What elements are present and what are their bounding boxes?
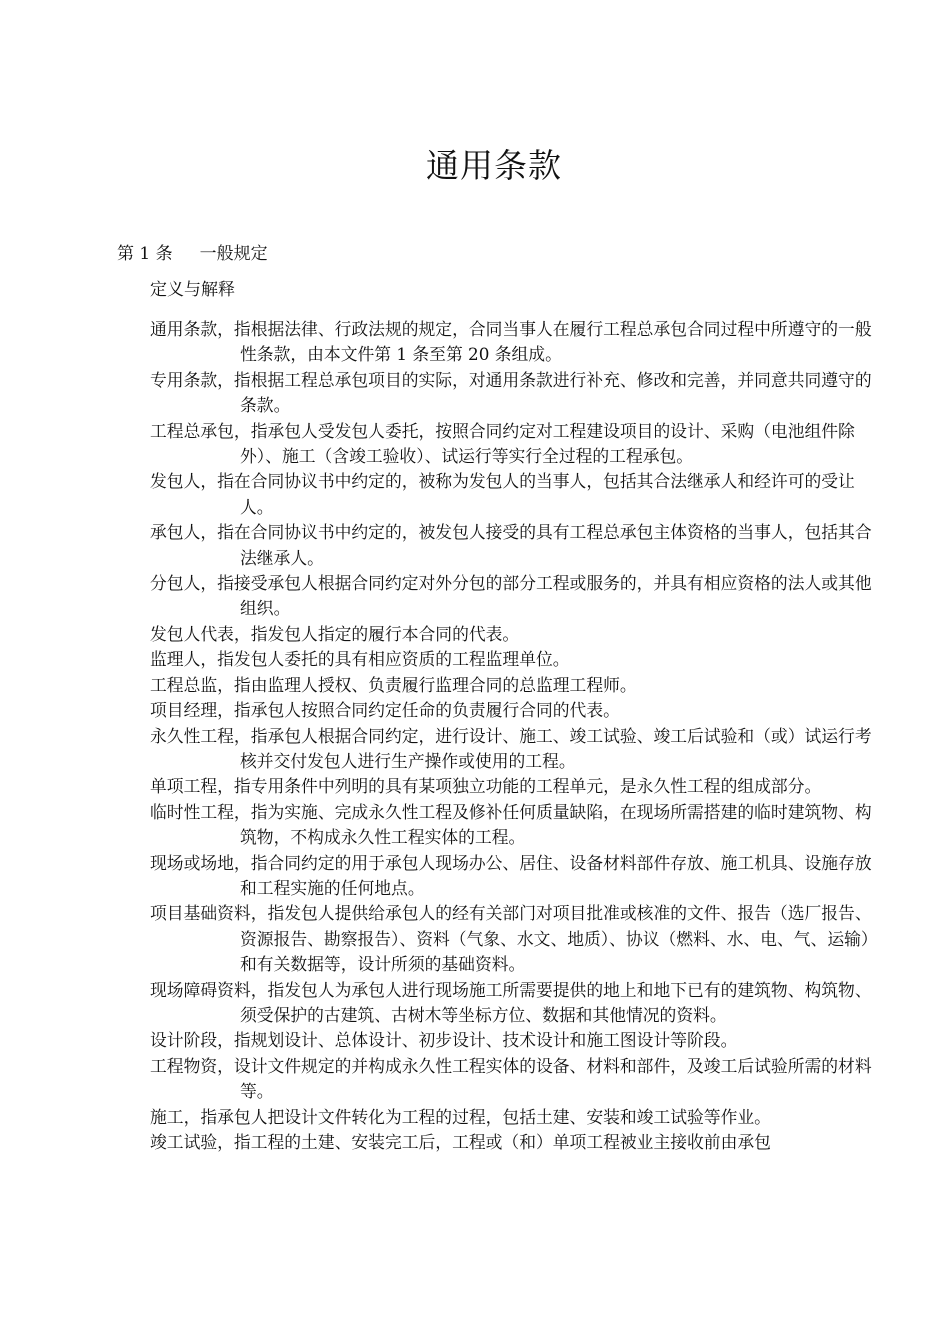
definition-item: 项目基础资料，指发包人提供给承包人的经有关部门对项目批准或核准的文件、报告（选厂报告、资源报告、勘察报告）、资料（气象、水文、地质）、协议（燃料、水、电、气、运输）和有关数据等，设计所须的基础资料。 <box>150 903 878 975</box>
article-heading: 第 1 条 一般规定 <box>117 244 268 264</box>
definition-item: 监理人，指发包人委托的具有相应资质的工程监理单位。 <box>150 649 570 670</box>
definition-item: 承包人，指在合同协议书中约定的，被发包人接受的具有工程总承包主体资格的当事人，包括其合法继承人。 <box>150 522 872 568</box>
definition-item: 分包人，指接受承包人根据合同约定对外分包的部分工程或服务的，并具有相应资格的法人或其他组织。 <box>150 573 872 619</box>
document-title: 通用条款 <box>426 146 562 185</box>
definition-item: 永久性工程，指承包人根据合同约定，进行设计、施工、竣工试验、竣工后试验和（或）试运行考核并交付发包人进行生产操作或使用的工程。 <box>150 725 872 771</box>
definitions-list <box>150 317 880 1155</box>
definition-item: 发包人代表，指发包人指定的履行本合同的代表。 <box>150 623 520 644</box>
definition-item: 通用条款，指根据法律、行政法规的规定，合同当事人在履行工程总承包合同过程中所遵守的一般性条款，由本文件第 1 条至第 20 条组成。 <box>150 319 872 365</box>
definition-item: 工程物资，设计文件规定的并构成永久性工程实体的设备、材料和部件，及竣工后试验所需的材料等。 <box>150 1055 872 1102</box>
definition-item: 现场障碍资料，指发包人为承包人进行现场施工所需要提供的地上和地下已有的建筑物、构筑物、须受保护的古建筑、古树木等坐标方位、数据和其他情况的资料。 <box>150 979 872 1025</box>
definition-item: 设计阶段，指规划设计、总体设计、初步设计、技术设计和施工图设计等阶段。 <box>150 1030 738 1051</box>
definition-item: 单项工程，指专用条件中列明的具有某项独立功能的工程单元，是永久性工程的组成部分。 <box>150 776 822 797</box>
definition-item: 项目经理，指承包人按照合同约定任命的负责履行合同的代表。 <box>150 700 620 721</box>
definition-item: 临时性工程，指为实施、完成永久性工程及修补任何质量缺陷，在现场所需搭建的临时建筑物、构筑物，不构成永久性工程实体的工程。 <box>150 801 872 848</box>
definition-item: 发包人，指在合同协议书中约定的，被称为发包人的当事人，包括其合法继承人和经许可的受让人。 <box>150 471 855 517</box>
definition-item: 施工，指承包人把设计文件转化为工程的过程，包括土建、安装和竣工试验等作业。 <box>150 1106 771 1127</box>
definition-item: 竣工试验，指工程的土建、安装完工后，工程或（和）单项工程被业主接收前由承包 <box>150 1132 771 1152</box>
definition-item: 工程总承包，指承包人受发包人委托，按照合同约定对工程建设项目的设计、采购（电池组件除外）、施工（含竣工验收）、试运行等实行全过程的工程承包。 <box>150 420 855 467</box>
definition-item: 专用条款，指根据工程总承包项目的实际，对通用条款进行补充、修改和完善，并同意共同遵守的条款。 <box>150 369 872 416</box>
section-heading: 定义与解释 <box>150 280 235 300</box>
definition-item: 工程总监，指由监理人授权、负责履行监理合同的总监理工程师。 <box>150 674 637 695</box>
definition-item: 现场或场地，指合同约定的用于承包人现场办公、居住、设备材料部件存放、施工机具、设施存放和工程实施的任何地点。 <box>150 852 872 898</box>
